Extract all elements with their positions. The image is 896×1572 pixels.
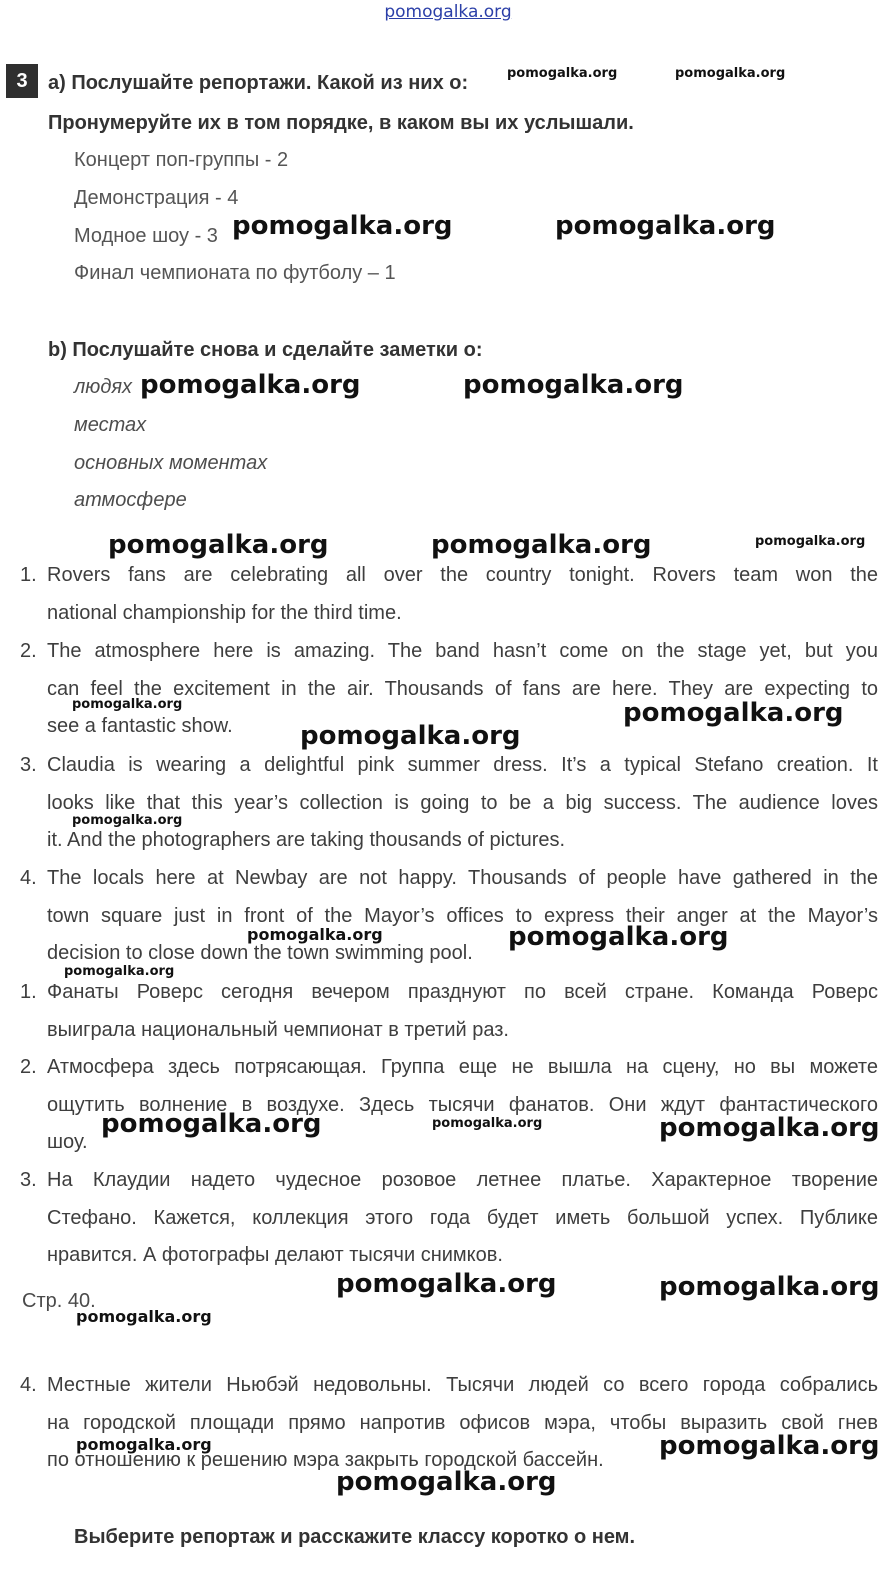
- page-reference: Стр. 40.: [22, 1290, 96, 1312]
- watermark: pomogalka.org: [431, 530, 652, 560]
- text-line: по отношению к решению мэра закрыть городской бассейн.: [47, 1449, 604, 1471]
- watermark: pomogalka.org: [336, 1467, 557, 1497]
- watermark: pomogalka.org: [232, 211, 453, 241]
- text-line: can feel the excitement in the air. Thousands of fans are here. They are expecting to: [47, 677, 878, 700]
- item-number: 3.: [20, 754, 37, 776]
- part-b-item: атмосфере: [74, 489, 187, 511]
- watermark: pomogalka.org: [659, 1113, 880, 1143]
- watermark: pomogalka.org: [76, 1307, 212, 1326]
- text-line: national championship for the third time.: [47, 601, 402, 624]
- final-task: Выберите репортаж и расскажите классу коротко о нем.: [74, 1526, 636, 1548]
- text-line: выиграла национальный чемпионат в третий раз.: [47, 1018, 509, 1041]
- text-line: Rovers fans are celebrating all over the country tonight. Rovers team won the: [47, 564, 878, 586]
- item-number: 1.: [20, 564, 37, 586]
- part-b-item: основных моментах: [74, 452, 268, 474]
- watermark: pomogalka.org: [76, 1435, 212, 1454]
- text-line: it. And the photographers are taking thousands of pictures.: [47, 829, 566, 851]
- transcript-russian-3: [20, 1162, 878, 1275]
- text-line: ощутить волнение в воздухе. Здесь тысячи фанатов. Они ждут фантастического: [47, 1093, 878, 1116]
- part-a-item: Концерт поп-группы - 2: [74, 149, 289, 171]
- watermark: pomogalka.org: [659, 1431, 880, 1461]
- watermark: pomogalka.org: [72, 813, 183, 828]
- watermark: pomogalka.org: [64, 964, 175, 979]
- transcript-russian-1: [20, 974, 878, 1049]
- part-a-instruction-2: Пронумеруйте их в том порядке, в каком вы их услышали.: [48, 112, 634, 134]
- item-number: 4.: [20, 867, 37, 889]
- exercise-number-badge: 3: [6, 64, 38, 98]
- text-line: see a fantastic show.: [47, 715, 233, 737]
- part-b-item: местах: [74, 414, 147, 436]
- watermark: pomogalka.org: [755, 534, 866, 549]
- text-line: На Клаудии надето чудесное розовое летнее платье. Характерное творение: [47, 1169, 878, 1191]
- watermark: pomogalka.org: [675, 66, 786, 81]
- text-line: шоу.: [47, 1131, 88, 1153]
- watermark: pomogalka.org: [659, 1272, 880, 1302]
- text-line: на городской площади прямо напротив офисов мэра, чтобы выразить свой гнев: [47, 1411, 878, 1434]
- site-link[interactable]: pomogalka.org: [384, 2, 512, 22]
- watermark: pomogalka.org: [101, 1109, 322, 1139]
- watermark: pomogalka.org: [623, 698, 844, 728]
- text-line: Claudia is wearing a delightful pink summer dress. It’s a typical Stefano creation. It: [47, 754, 878, 776]
- text-line: Фанаты Роверс сегодня вечером празднуют по всей стране. Команда Роверс: [47, 981, 878, 1003]
- part-b-instruction: b) Послушайте снова и сделайте заметки о:: [48, 339, 483, 361]
- watermark: pomogalka.org: [507, 66, 618, 81]
- watermark: pomogalka.org: [140, 370, 361, 400]
- watermark: pomogalka.org: [508, 922, 729, 952]
- item-number: 1.: [20, 981, 37, 1003]
- text-line: Стефано. Кажется, коллекция этого года будет иметь большой успех. Публике: [47, 1206, 878, 1229]
- watermark: pomogalka.org: [72, 697, 183, 712]
- text-line: looks like that this year’s collection is going to be a big success. The audience loves: [47, 791, 878, 814]
- transcript-english-3: [20, 747, 878, 860]
- watermark: pomogalka.org: [108, 530, 329, 560]
- part-a-item: Модное шоу - 3: [74, 225, 218, 247]
- part-a-instruction: a) Послушайте репортажи. Какой из них о:: [48, 72, 469, 94]
- item-number: 2.: [20, 1056, 37, 1078]
- transcript-russian-4: [20, 1367, 878, 1480]
- watermark: pomogalka.org: [463, 370, 684, 400]
- text-line: decision to close down the town swimming pool.: [47, 942, 473, 964]
- item-number: 4.: [20, 1374, 37, 1396]
- watermark: pomogalka.org: [247, 925, 383, 944]
- item-number: 2.: [20, 640, 37, 662]
- transcript-russian-2: [20, 1049, 878, 1162]
- watermark: pomogalka.org: [336, 1269, 557, 1299]
- watermark: pomogalka.org: [432, 1116, 543, 1131]
- text-line: town square just in front of the Mayor’s offices to express their anger at the Mayor’s: [47, 904, 878, 927]
- text-line: The locals here at Newbay are not happy. Thousands of people have gathered in the: [47, 867, 878, 889]
- part-b-item: людях: [74, 376, 133, 398]
- part-a-item: Финал чемпионата по футболу – 1: [74, 262, 396, 284]
- transcript-english-4: [20, 860, 878, 973]
- text-line: Атмосфера здесь потрясающая. Группа еще не вышла на сцену, но вы можете: [47, 1056, 878, 1078]
- watermark: pomogalka.org: [555, 211, 776, 241]
- text-line: Местные жители Ньюбэй недовольны. Тысячи людей со всего города собрались: [47, 1374, 878, 1396]
- watermark: pomogalka.org: [300, 721, 521, 751]
- item-number: 3.: [20, 1169, 37, 1191]
- text-line: The atmosphere here is amazing. The band hasn’t come on the stage yet, but you: [47, 640, 878, 662]
- text-line: нравится. А фотографы делают тысячи снимков.: [47, 1244, 503, 1266]
- part-a-item: Демонстрация - 4: [74, 187, 239, 209]
- transcript-english-1: [20, 557, 878, 632]
